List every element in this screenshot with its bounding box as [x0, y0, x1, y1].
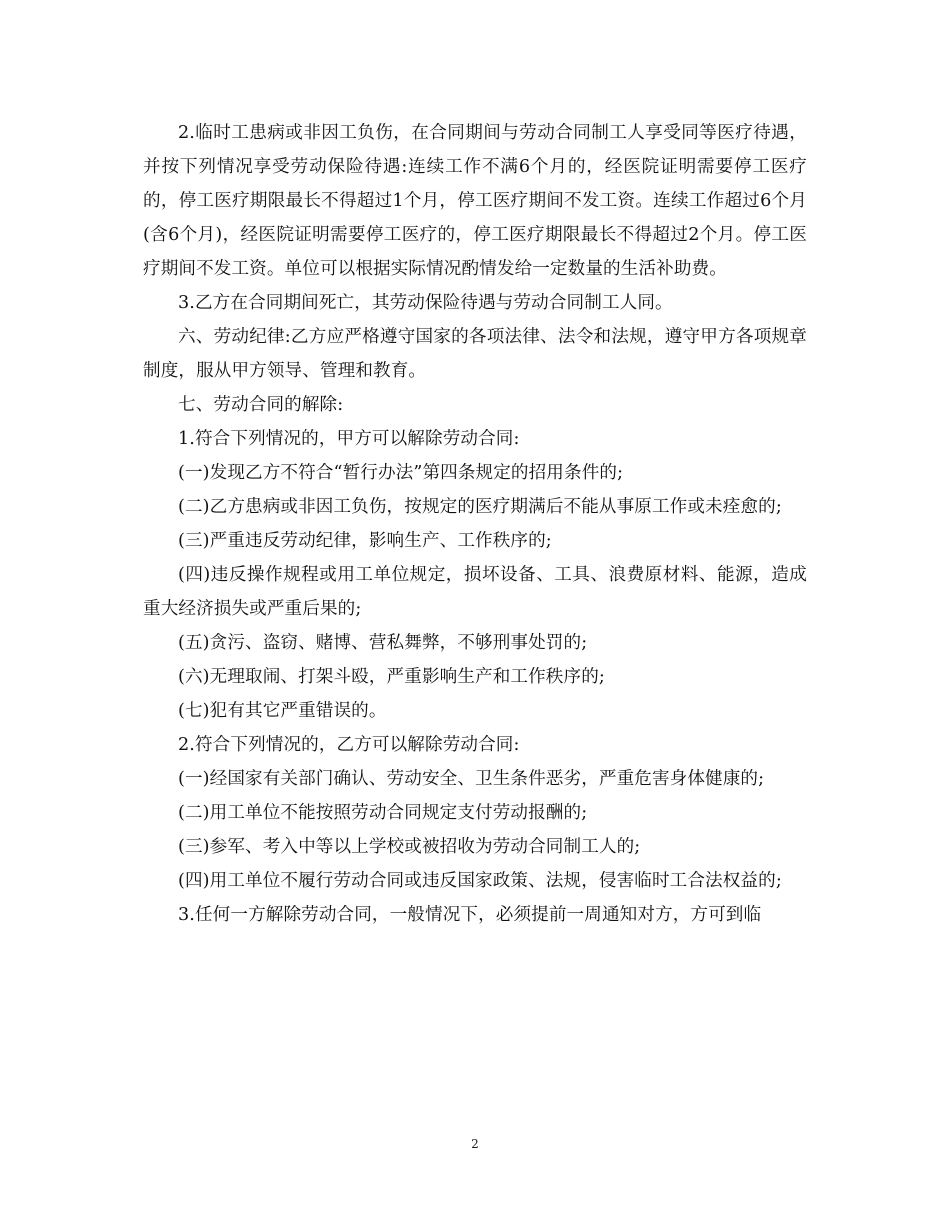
page-number: 2	[471, 1137, 479, 1151]
list-item: (五)贪污、盗窃、赌博、营私舞弊，不够刑事处罚的;	[178, 633, 588, 653]
list-item: (一)发现乙方不符合“暂行办法”第四条规定的招用条件的;	[178, 463, 624, 483]
list-item: (六)无理取闹、打架斗殴，严重影响生产和工作秩序的;	[178, 667, 605, 687]
list-item: (二)乙方患病或非因工负伤，按规定的医疗期满后不能从事原工作或未痊愈的;	[178, 497, 782, 517]
paragraph-sick-leave-benefits: 2.临时工患病或非因工负伤，在合同期间与劳动合同制工人享受同等医疗待遇，并按下列情况享受劳动保险待遇:连续工作不满6个月的，经医院证明需要停工医疗的，停工医疗期限最长不得超过1个月，停工医疗期间不发工资。连续工作超过6个月(含6个月)，经医院证明需要停工医疗的，停工医疗期限最长不得超过2个月。停工医疗期间不发工资。单位可以根据实际情况酌情发给一定数量的生活补助费。	[143, 123, 807, 279]
list-item: (四)用工单位不履行劳动合同或违反国家政策、法规，侵害临时工合法权益的;	[178, 871, 782, 891]
list-item: (七)犯有其它严重错误的。	[178, 701, 387, 721]
paragraph-death-benefits: 3.乙方在合同期间死亡，其劳动保险待遇与劳动合同制工人同。	[178, 293, 673, 313]
section-heading-termination: 七、劳动合同的解除:	[178, 395, 344, 415]
list-item: (三)参军、考入中等以上学校或被招收为劳动合同制工人的;	[178, 837, 641, 857]
list-item: (三)严重违反劳动纪律，影响生产、工作秩序的;	[178, 531, 552, 551]
clause-notice-period: 3.任何一方解除劳动合同，一般情况下，必须提前一周通知对方，方可到临	[178, 905, 762, 925]
document-body	[143, 116, 807, 932]
clause-employer-termination: 1.符合下列情况的，甲方可以解除劳动合同:	[178, 429, 520, 449]
paragraph-labor-discipline: 六、劳动纪律:乙方应严格遵守国家的各项法律、法令和法规，遵守甲方各项规章制度，服从甲方领导、管理和教育。	[143, 327, 807, 381]
list-item: (二)用工单位不能按照劳动合同规定支付劳动报酬的;	[178, 803, 588, 823]
list-item: (一)经国家有关部门确认、劳动安全、卫生条件恶劣，严重危害身体健康的;	[178, 769, 765, 789]
clause-employee-termination: 2.符合下列情况的，乙方可以解除劳动合同:	[178, 735, 520, 755]
list-item: (四)违反操作规程或用工单位规定，损坏设备、工具、浪费原材料、能源，造成重大经济损失或严重后果的;	[143, 565, 807, 619]
